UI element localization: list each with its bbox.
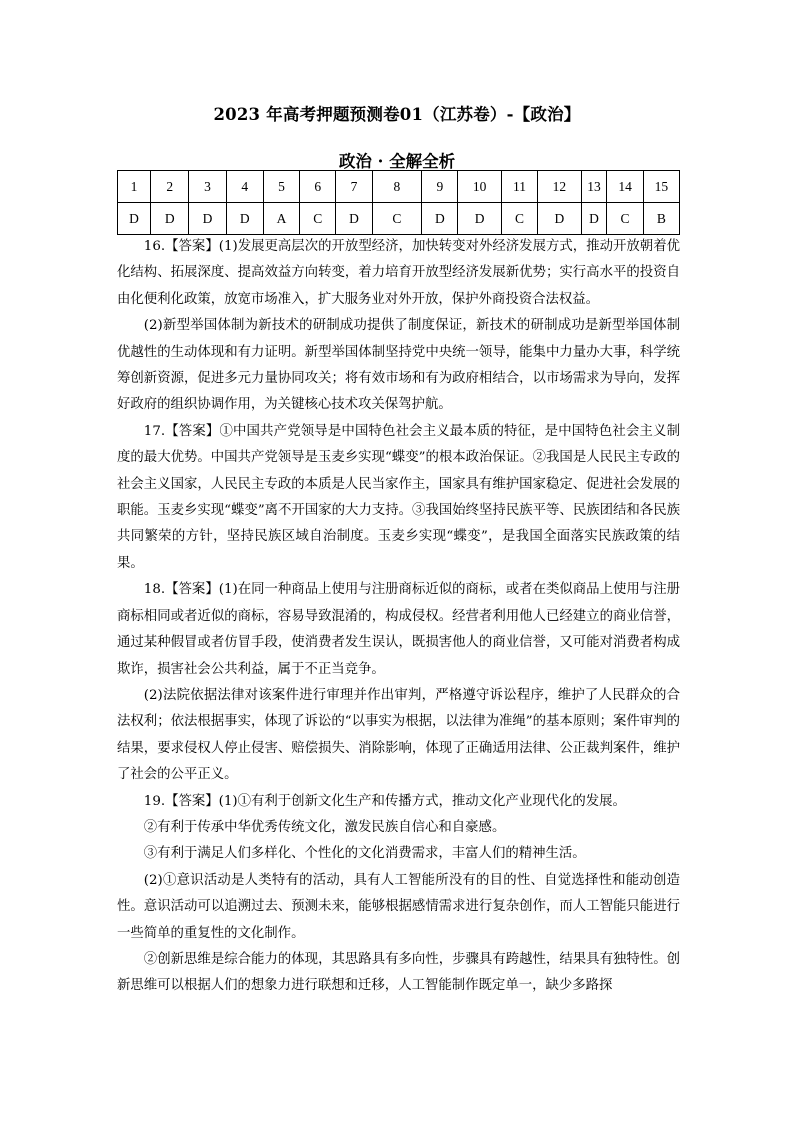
answer-cell: D xyxy=(422,203,458,235)
answer-16-part-2: (2)新型举国体制为新技术的研制成功提供了制度保证，新技术的研制成功是新型举国体制优越性的生动体现和有力证明。新型举国体制坚持党中央统一领导，能集中力量办大事，科学统筹创新资源，促进多元力量协同攻关；将有效市场和有为政府相结合，以市场需求为导向，发挥好政府的组织协调作用，为关键核心技术攻关保驾护航。 xyxy=(117,318,680,413)
answer-19-part-1-item-1: 19.【答案】(1)①有利于创新文化生产和传播方式，推动文化产业现代化的发展。 xyxy=(143,793,626,809)
answer-table-number-row xyxy=(118,171,680,203)
page-title: 2023 年高考押题预测卷01（江苏卷）-【政治】 xyxy=(213,105,581,124)
answer-cell: C xyxy=(372,203,422,235)
question-number-cell: 13 xyxy=(581,171,607,203)
question-number-cell: 14 xyxy=(607,171,643,203)
answer-cell: D xyxy=(538,203,581,235)
answer-19-part-2-item-2: ②创新思维是综合能力的体现，其思路具有多向性，步骤具有跨越性，结果具有独特性。创新思维可以根据人们的想象力进行联想和迁移，人工智能制作既定单一，缺少多路探 xyxy=(117,951,680,994)
answer-cell: C xyxy=(501,203,537,235)
answer-18-part-2: (2)法院依据法律对该案件进行审理并作出审判，严格遵守诉讼程序，维护了人民群众的合法权利；依法根据事实，体现了诉讼的“以事实为根据，以法律为准绳”的基本原则；案件审判的结果，要求侵权人停止侵害、赔偿损失、消除影响，体现了正确适用法律、公正裁判案件，维护了社会的公平正义。 xyxy=(117,687,680,783)
answer-19-part-1-item-3: ③有利于满足人们多样化、个性化的文化消费需求，丰富人们的精神生活。 xyxy=(143,846,586,862)
answer-cell: D xyxy=(581,203,607,235)
question-number-cell: 3 xyxy=(189,171,226,203)
answer-cell: D xyxy=(336,203,372,235)
question-number-cell: 5 xyxy=(263,171,299,203)
answer-17: 17.【答案】①中国共产党领导是中国特色社会主义最本质的特征，是中国特色社会主义制度的最大优势。中国共产党领导是玉麦乡实现“蝶变”的根本政治保证。②我国是人民民主专政的社会主义国家，人民民主专政的本质是人民当家作主，国家具有维护国家稳定、促进社会发展的职能。玉麦乡实现“蝶变”离不开国家的大力支持。③我国始终坚持民族平等、民族团结和各民族共同繁荣的方针，坚持民族区域自治制度。玉麦乡实现“蝶变”，是我国全面落实民族政策的结果。 xyxy=(117,423,680,571)
answer-19-part-2-item-1: (2)①意识活动是人类特有的活动，具有人工智能所没有的目的性、自觉选择性和能动创造性。意识活动可以追溯过去、预测未来，能够根据感情需求进行复杂创作，而人工智能只能进行一些简单的重复性的文化制作。 xyxy=(117,872,680,941)
answer-cell: D xyxy=(458,203,501,235)
answer-cell: C xyxy=(300,203,336,235)
question-number-cell: 9 xyxy=(422,171,458,203)
question-number-cell: 4 xyxy=(226,171,263,203)
answer-cell: D xyxy=(151,203,189,235)
question-number-cell: 6 xyxy=(300,171,336,203)
answer-18-part-1: 18.【答案】(1)在同一种商品上使用与注册商标近似的商标，或者在类似商品上使用与注册商标相同或者近似的商标，容易导致混淆的，构成侵权。经营者利用他人已经建立的商业信誉，通过某种假冒或者仿冒手段，使消费者发生误认，既损害他人的商业信誉，又可能对消费者构成欺诈，损害社会公共利益，属于不正当竞争。 xyxy=(117,582,680,677)
question-number-cell: 15 xyxy=(643,171,679,203)
question-number-cell: 7 xyxy=(336,171,372,203)
answer-19-part-1-item-2: ②有利于传承中华优秀传统文化，激发民族自信心和自豪感。 xyxy=(143,819,506,835)
answer-cell: D xyxy=(226,203,263,235)
question-number-cell: 1 xyxy=(118,171,151,203)
question-number-cell: 2 xyxy=(151,171,189,203)
question-number-cell: 8 xyxy=(372,171,422,203)
answer-table xyxy=(117,170,680,235)
answer-cell: D xyxy=(118,203,151,235)
question-number-cell: 10 xyxy=(458,171,501,203)
answer-table-answer-row xyxy=(118,203,680,235)
answer-explanations xyxy=(117,234,680,1000)
answer-cell: D xyxy=(189,203,226,235)
answer-cell: B xyxy=(643,203,679,235)
page-subtitle: 政治 · 全解全析 xyxy=(338,152,456,171)
answer-cell: C xyxy=(607,203,643,235)
question-number-cell: 11 xyxy=(501,171,537,203)
answer-cell: A xyxy=(263,203,299,235)
question-number-cell: 12 xyxy=(538,171,581,203)
answer-16-part-1: 16.【答案】(1)发展更高层次的开放型经济，加快转变对外经济发展方式，推动开放朝着优化结构、拓展深度、提高效益方向转变，着力培育开放型经济发展新优势；实行高水平的投资自由化便利化政策，放宽市场准入，扩大服务业对外开放，保护外商投资合法权益。 xyxy=(117,239,680,307)
